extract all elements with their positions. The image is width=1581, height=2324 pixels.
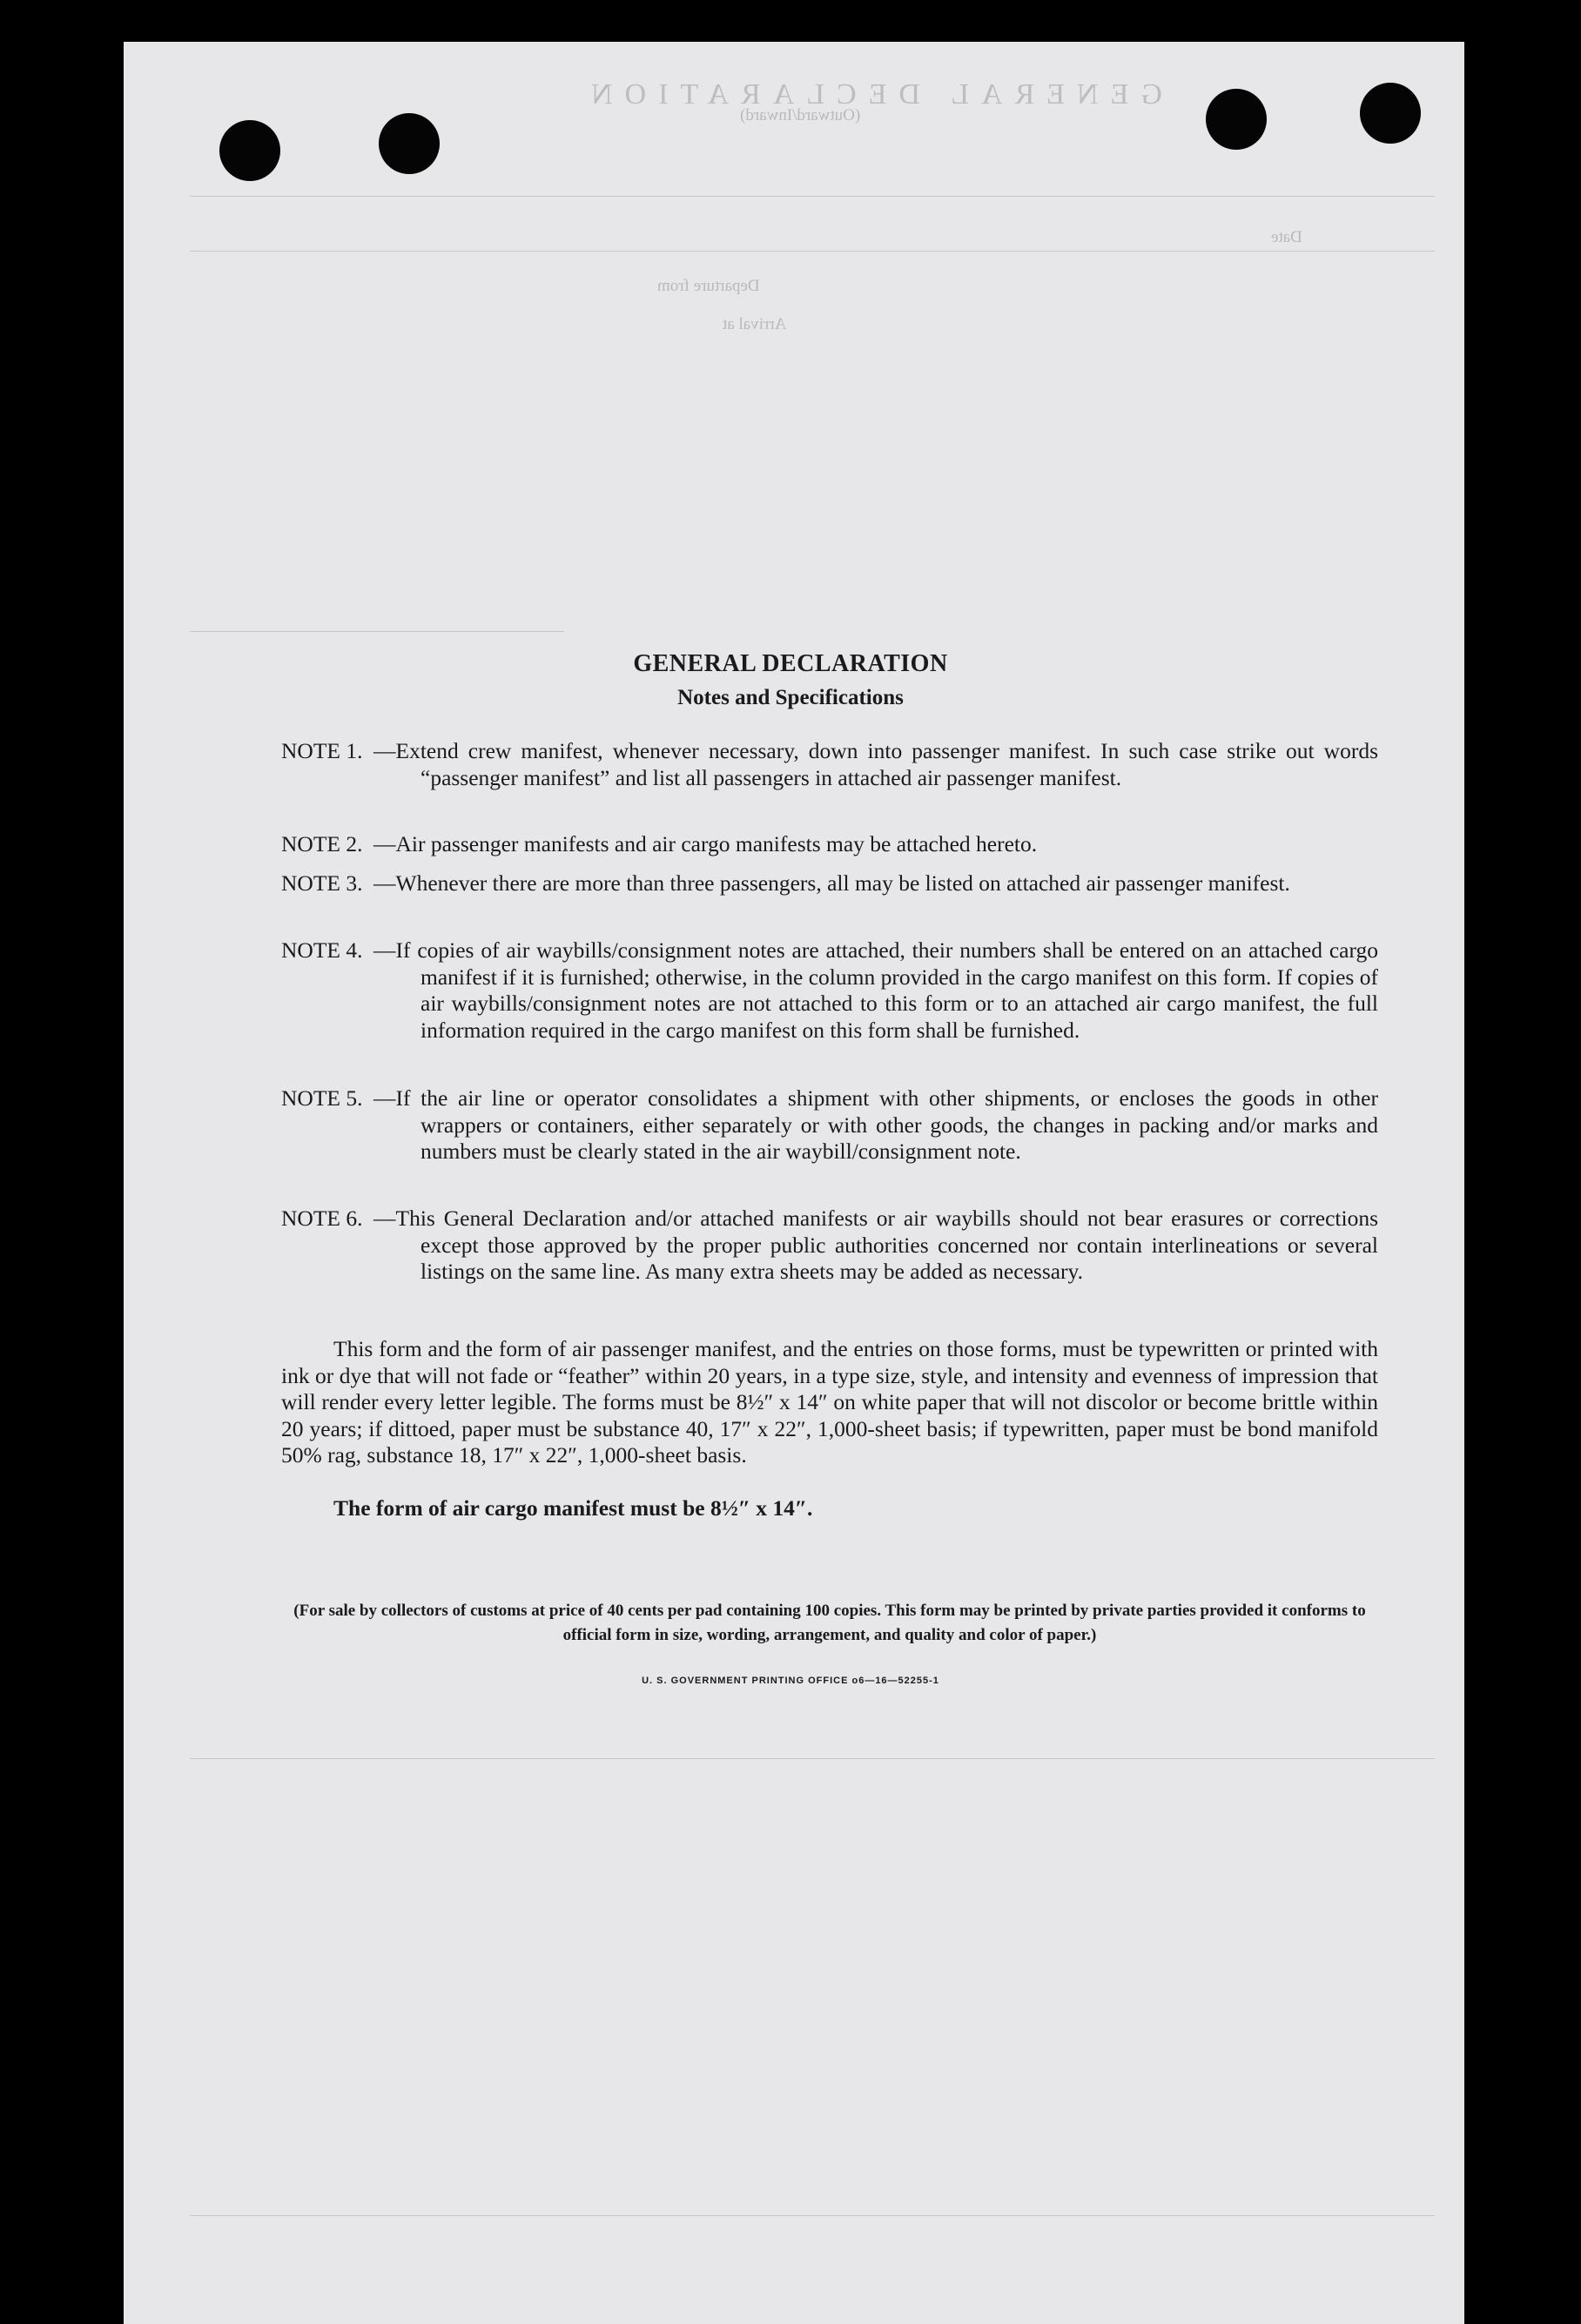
- note-1: [281, 738, 1378, 791]
- bleed-through-rule: [190, 1758, 1435, 1759]
- sale-notice: (For sale by collectors of customs at price of 40 cents per pad containing 100 copies. This form may be printed by private parties provided it conforms to official form in size, wording, arrangement, and quality and color of paper.): [293, 1602, 1366, 1644]
- note-text: —If copies of air waybills/consignment notes are attached, their numbers shall be entered on an attached cargo manifest if it is furnished; otherwise, in the column provided in the cargo manifest on this form. If copies of air waybills/consignment notes are not attached to this form or to an attached air cargo manifest, the full information required in the cargo manifest on this form shall be furnished.: [373, 937, 1378, 1043]
- note-text: —This General Declaration and/or attached manifests or air waybills should not bear erasures or corrections except those approved by the proper public authorities concerned nor contain interlineations or several listings on the same line. As many extra sheets may be added as necessary.: [373, 1206, 1378, 1284]
- note-label: NOTE 6.: [281, 1206, 363, 1231]
- form-specification-paragraph: This form and the form of air passenger manifest, and the entries on those forms, must be typewritten or printed with ink or dye that will not fade or “feather” within 20 years, in a type size, style, and intensity and evenness of impression that will render every letter legible. The forms must be 8½″ x 14″ on white paper that will not discolor or become brittle within 20 years; if dittoed, paper must be substance 40, 17″ x 22″, 1,000-sheet basis; if typewritten, paper must be bond manifold 50% rag, substance 18, 17″ x 22″, 1,000-sheet basis.: [281, 1336, 1378, 1468]
- punch-hole-left-2: [379, 113, 440, 174]
- bleed-through-arrival-label: Arrival at: [723, 315, 787, 333]
- bleed-through-rule: [190, 196, 1435, 197]
- note-text: —Whenever there are more than three passengers, all may be listed on attached air passenger manifest.: [373, 870, 1290, 896]
- bleed-through-rule: [190, 251, 1435, 252]
- page-title: GENERAL DECLARATION: [633, 650, 948, 677]
- note-label: NOTE 1.: [281, 738, 363, 763]
- note-label: NOTE 4.: [281, 937, 363, 963]
- note-text: —If the air line or operator consolidates a shipment with other shipments, or encloses the goods in other wrappers or containers, either separately or with other goods, the changes in packing and/or marks and numbers must be clearly stated in the air waybill/consignment note.: [373, 1085, 1378, 1164]
- bleed-through-rule: [190, 2215, 1435, 2216]
- note-label: NOTE 3.: [281, 870, 363, 896]
- note-text: —Air passenger manifests and air cargo manifests may be attached hereto.: [373, 831, 1038, 856]
- note-label: NOTE 2.: [281, 831, 363, 856]
- bleed-through-rule: [190, 631, 564, 632]
- note-3: [281, 870, 1378, 897]
- punch-hole-left-1: [219, 120, 280, 181]
- bleed-through-departure-label: Departure from: [657, 277, 760, 295]
- page-subtitle: Notes and Specifications: [677, 686, 904, 709]
- note-5: [281, 1085, 1378, 1165]
- bleed-through-date-label: Date: [1271, 228, 1302, 246]
- note-text: —Extend crew manifest, whenever necessary, down into passenger manifest. In such case strike out words “passenger manifest” and list all passengers in attached air passenger manifest.: [373, 738, 1378, 790]
- note-4: [281, 937, 1378, 1044]
- note-2: [281, 831, 1378, 858]
- printing-office-imprint: U. S. GOVERNMENT PRINTING OFFICE o6—16—52255-1: [642, 1676, 939, 1686]
- bleed-through-subtitle: (Outward/Inward): [740, 106, 861, 124]
- bleed-through-title: GENERAL DECLARATION: [579, 78, 1162, 111]
- punch-hole-right-2: [1360, 83, 1421, 144]
- note-label: NOTE 5.: [281, 1085, 363, 1111]
- document-page: [124, 42, 1464, 2324]
- punch-hole-right-1: [1206, 89, 1267, 150]
- cargo-manifest-size-note: The form of air cargo manifest must be 8½″ x 14″.: [333, 1495, 813, 1521]
- note-6: [281, 1206, 1378, 1286]
